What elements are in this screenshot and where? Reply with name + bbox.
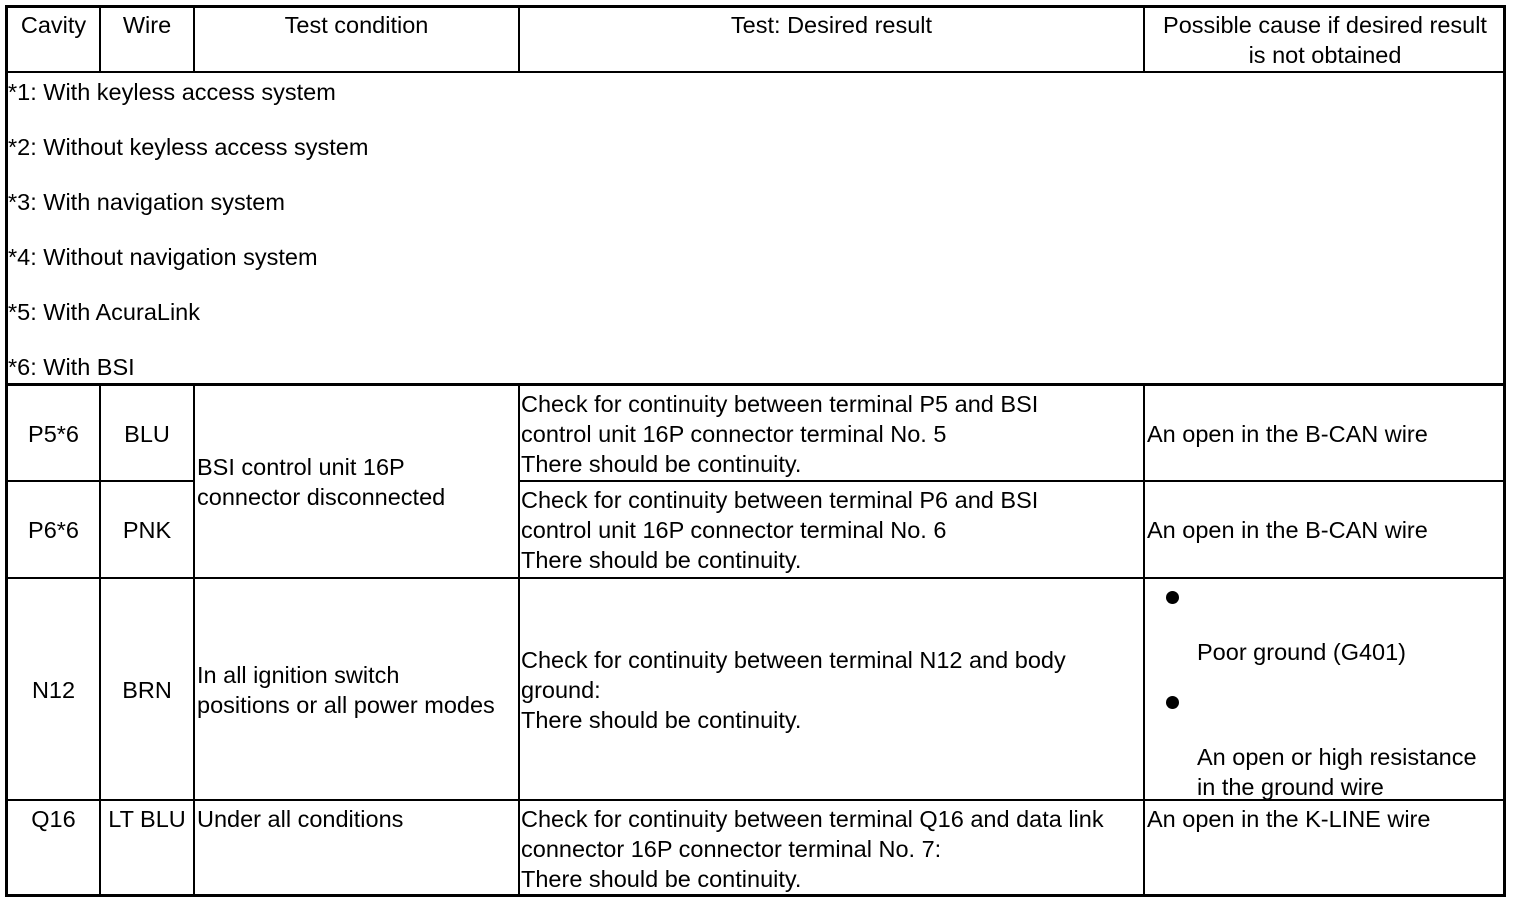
header-desired-result: Test: Desired result xyxy=(730,12,933,38)
cell-possible-cause: An open in the B-CAN wire xyxy=(1147,517,1428,543)
cell-cavity: P5*6 xyxy=(28,421,79,447)
cell-test-condition: BSI control unit 16P connector disconnected xyxy=(197,454,446,510)
cause-item: An open or high resistance in the ground wire xyxy=(1197,744,1477,800)
note-4: *4: Without navigation system xyxy=(8,244,318,270)
column-divider xyxy=(1143,385,1145,895)
bullet-icon xyxy=(1166,696,1179,709)
cell-wire: BLU xyxy=(124,421,170,447)
cause-item: Poor ground (G401) xyxy=(1197,639,1407,665)
cell-test-condition: In all ignition switch positions or all power modes xyxy=(197,662,495,718)
cell-desired-result: Check for continuity between terminal P6 and BSI control unit 16P connector terminal No. 6 There should be continuity. xyxy=(521,487,1039,573)
header-test-condition: Test condition xyxy=(284,12,429,38)
note-5: *5: With AcuraLink xyxy=(8,299,201,325)
row-divider xyxy=(518,480,1505,482)
note-2: *2: Without keyless access system xyxy=(8,134,369,160)
header-wire: Wire xyxy=(122,12,172,38)
cell-cavity: P6*6 xyxy=(28,517,79,543)
bullet-icon xyxy=(1166,591,1179,604)
cell-desired-result: Check for continuity between terminal Q16 and data link connector 16P connector terminal No. 7: There should be continuity. xyxy=(521,806,1104,892)
cell-desired-result: Check for continuity between terminal P5 and BSI control unit 16P connector terminal No. 5 There should be continuity. xyxy=(521,391,1039,477)
row-divider xyxy=(6,480,194,482)
cell-cavity: N12 xyxy=(31,677,76,703)
header-possible-cause: Possible cause if desired result is not obtained xyxy=(1163,12,1487,68)
cell-wire: BRN xyxy=(122,677,172,703)
cell-wire: LT BLU xyxy=(108,806,186,832)
row-divider xyxy=(6,577,1505,579)
note-6: *6: With BSI xyxy=(8,354,135,380)
note-1: *1: With keyless access system xyxy=(8,79,336,105)
row-divider xyxy=(6,71,1505,73)
cell-possible-cause: An open in the B-CAN wire xyxy=(1147,421,1428,447)
cell-test-condition: Under all conditions xyxy=(197,806,404,832)
cell-desired-result: Check for continuity between terminal N12 and body ground: There should be continuity. xyxy=(521,647,1066,733)
header-cavity: Cavity xyxy=(20,12,87,38)
note-3: *3: With navigation system xyxy=(8,189,285,215)
cell-cavity: Q16 xyxy=(31,806,76,832)
cell-wire: PNK xyxy=(122,517,172,543)
column-divider xyxy=(193,385,195,895)
cell-possible-cause: An open in the K-LINE wire xyxy=(1147,806,1431,832)
row-divider xyxy=(6,383,1505,386)
column-divider xyxy=(518,385,520,895)
